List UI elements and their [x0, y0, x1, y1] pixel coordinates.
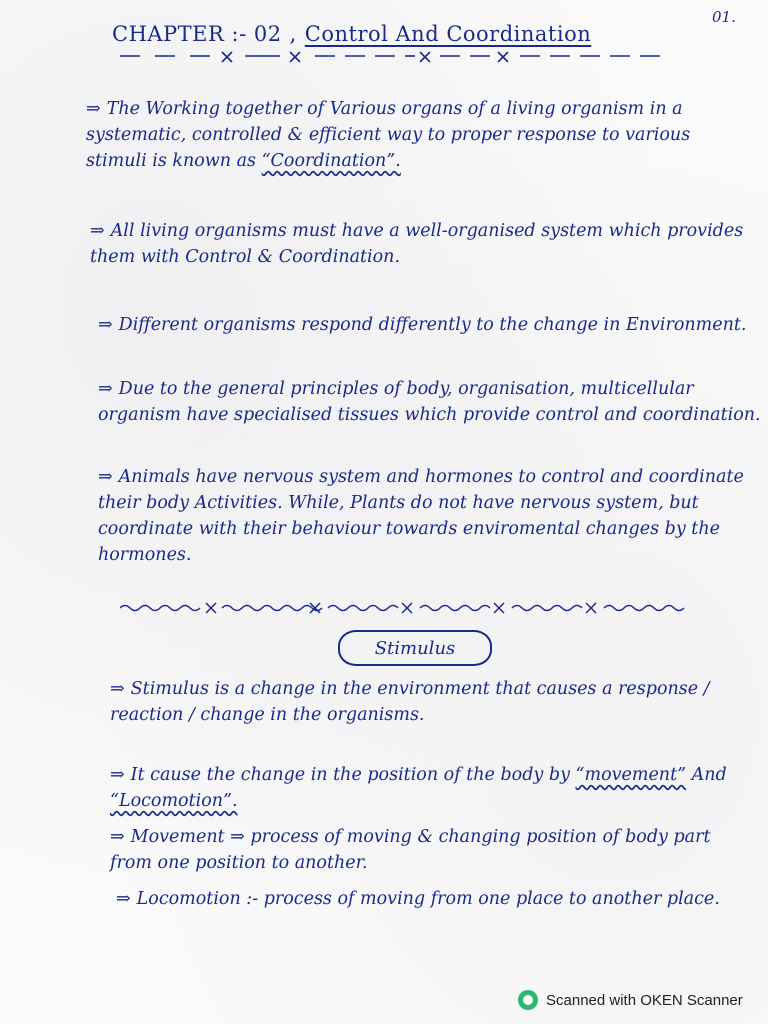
note-nervous-system	[98, 464, 763, 568]
heading-underline-decoration	[120, 50, 680, 64]
note-term: “Coordination”.	[261, 151, 401, 171]
term-movement: “movement”	[575, 765, 687, 785]
arrow-icon: ⇒	[98, 379, 113, 399]
chapter-label: CHAPTER :- 02	[112, 22, 282, 46]
note-movement-definition	[110, 824, 750, 876]
note-stimulus-definition	[110, 676, 750, 728]
heading-separator: ,	[289, 22, 297, 46]
arrow-icon: ⇒	[110, 827, 125, 847]
note-text: Due to the general principles of body, organisation, multicellular organism have specialised tissues which provide control and coordination.	[98, 379, 761, 425]
note-multicellular	[98, 376, 763, 428]
note-label: Locomotion :-	[136, 889, 259, 909]
note-text: The Working together of Various organs of a living organism in a systematic, controlled & efficient way to proper response to various stimuli is known as	[86, 99, 691, 171]
note-text: It cause the change in the position of the body by	[130, 765, 570, 785]
note-position-change	[110, 762, 750, 814]
note-text: process of moving from one place to another place.	[263, 889, 720, 909]
arrow-icon: ⇒	[90, 221, 105, 241]
note-text: All living organisms must have a well-organised system which provides them with Control & Coordination.	[90, 221, 744, 267]
note-living-organisms	[90, 218, 755, 270]
note-text: Stimulus is a change in the environment that causes a response / reaction / change in the organisms.	[110, 679, 710, 725]
section-title-stimulus: Stimulus	[338, 630, 492, 666]
arrow-icon: ⇒	[116, 889, 131, 909]
note-text: Different organisms respond differently to the change in Environment.	[118, 315, 747, 335]
note-different-organisms	[98, 312, 763, 338]
scanner-logo-icon	[518, 990, 538, 1010]
scanner-label: Scanned with OKEN Scanner	[546, 991, 743, 1009]
arrow-icon: ⇒	[86, 99, 101, 119]
scanner-watermark	[518, 990, 743, 1010]
arrow-icon: ⇒	[98, 467, 113, 487]
arrow-icon: ⇒	[110, 679, 125, 699]
note-locomotion-definition	[116, 886, 750, 912]
arrow-icon: ⇒	[98, 315, 113, 335]
note-text-middle: And	[691, 765, 727, 785]
note-text: Animals have nervous system and hormones to control and coordinate their body Activities. While, Plants do not have nervous system, but coordinate with their behaviour towards enviromental changes by the hormones.	[98, 467, 744, 565]
chapter-title: Control And Coordination	[304, 22, 592, 46]
chapter-heading	[112, 22, 712, 46]
note-text: process of moving & changing position of body part from one position to another.	[110, 827, 711, 873]
section-divider	[120, 598, 690, 618]
note-label: Movement ⇒	[130, 827, 245, 847]
page-number: 01.	[712, 8, 736, 26]
arrow-icon: ⇒	[110, 765, 125, 785]
term-locomotion: “Locomotion”.	[110, 791, 238, 811]
note-coordination-definition	[86, 96, 751, 174]
